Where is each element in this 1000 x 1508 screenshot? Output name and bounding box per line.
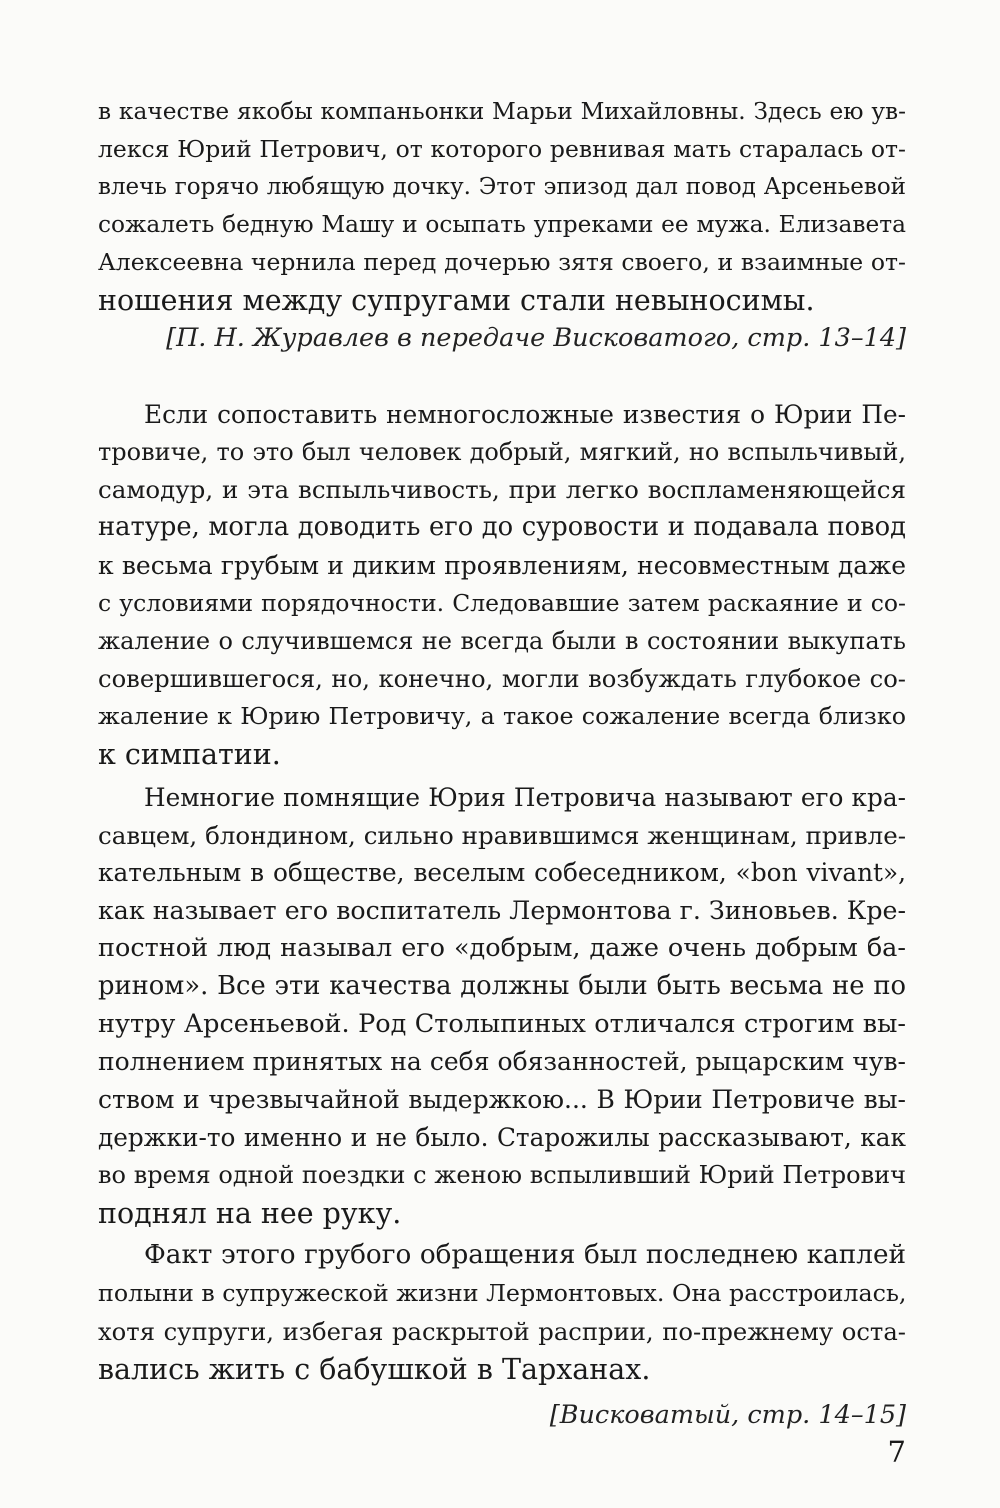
paragraph: [98, 779, 906, 1233]
paragraph-line: жаление к Юрию Петровичу, а такое сожаление всегда близко: [98, 702, 906, 731]
quote-line: сожалеть бедную Машу и осыпать упреками ее мужа. Елизавета: [98, 211, 906, 239]
quote-line: влечь горячо любящую дочку. Этот эпизод дал повод Арсеньевой: [98, 173, 906, 200]
paragraph-line: к симпатии.: [98, 737, 281, 771]
paragraph-line: тровиче, то это был человек добрый, мягкий, но вспыльчивый,: [98, 437, 906, 466]
paragraph-line: поднял на нее руку.: [98, 1196, 402, 1230]
paragraph-line: к весьма грубым и диким проявлениям, несовместным даже: [98, 550, 906, 580]
paragraph-line: постной люд называл его «добрым, даже очень добрым ба-: [98, 932, 906, 963]
quote-line: ношения между супругами стали невыносимы.: [98, 283, 815, 317]
paragraph-line: хотя супруги, избегая раскрытой расприи, по-прежнему оста-: [98, 1316, 906, 1346]
paragraph-line: Если сопоставить немногосложные известия о Юрии Пе-: [144, 399, 906, 429]
paragraph-line: рином». Все эти качества должны были быть весьма не по: [98, 970, 906, 1001]
quote-block: [98, 93, 906, 357]
paragraph-line: Немногие помнящие Юрия Петровича называют его кра-: [144, 782, 906, 812]
paragraph-line: полыни в супружеской жизни Лермонтовых. Она расстроилась,: [98, 1279, 907, 1308]
paragraph-line: Факт этого грубого обращения был последнею каплей: [144, 1240, 906, 1271]
closing-citation: [Висковатый, стр. 14–15]: [549, 1399, 906, 1430]
quote-citation: [П. Н. Журавлев в передаче Висковатого, стр. 13–14]: [166, 322, 906, 353]
paragraph-line: как называет его воспитатель Лермонтова г. Зиновьев. Кре-: [98, 896, 906, 926]
paragraph-line: нутру Арсеньевой. Род Столыпиных отличался строгим вы-: [98, 1008, 906, 1039]
paragraph-line: жаление о случившемся не всегда были в состоянии выкупать: [98, 626, 906, 655]
page-body: [98, 93, 906, 1434]
paragraph-line: савцем, блондином, сильно нравившимся женщинам, привле-: [98, 820, 906, 850]
quote-line: лекся Юрий Петрович, от которого ревнивая мать старалась от-: [98, 134, 906, 163]
paragraph-line: с условиями порядочности. Следовавшие затем раскаяние и со-: [98, 588, 906, 617]
paragraph-line: полнением принятых на себя обязанностей, рыцарским чув-: [98, 1047, 906, 1077]
paragraph-line: во время одной поездки с женою вспыливший Юрий Петрович: [98, 1160, 906, 1189]
paragraph-line: натуре, могла доводить его до суровости и подавала повод: [98, 512, 906, 543]
paragraph-line: держки-то именно и не было. Старожилы рассказывают, как: [98, 1122, 906, 1152]
paragraph: [98, 1237, 906, 1388]
quote-line: Алексеевна чернила перед дочерью зятя своего, и взаимные от-: [98, 248, 906, 277]
paragraph-line: совершившегося, но, конечно, могли возбуждать глубокое со-: [98, 664, 906, 694]
spacer: [98, 357, 906, 396]
quote-line: в качестве якобы компаньонки Марьи Михайловны. Здесь ею ув-: [98, 98, 906, 125]
paragraph: [98, 396, 906, 774]
paragraph-line: ством и чрезвычайной выдержкою... В Юрии Петровиче вы-: [98, 1085, 906, 1115]
paragraph-line: самодур, и эта вспыльчивость, при легко воспламеняющейся: [98, 475, 906, 505]
paragraph-line: вались жить с бабушкой в Тарханах.: [98, 1352, 651, 1386]
paragraph-line: кательным в обществе, веселым собеседником, «bon vivant»,: [98, 858, 906, 888]
page-number: 7: [887, 1435, 906, 1469]
